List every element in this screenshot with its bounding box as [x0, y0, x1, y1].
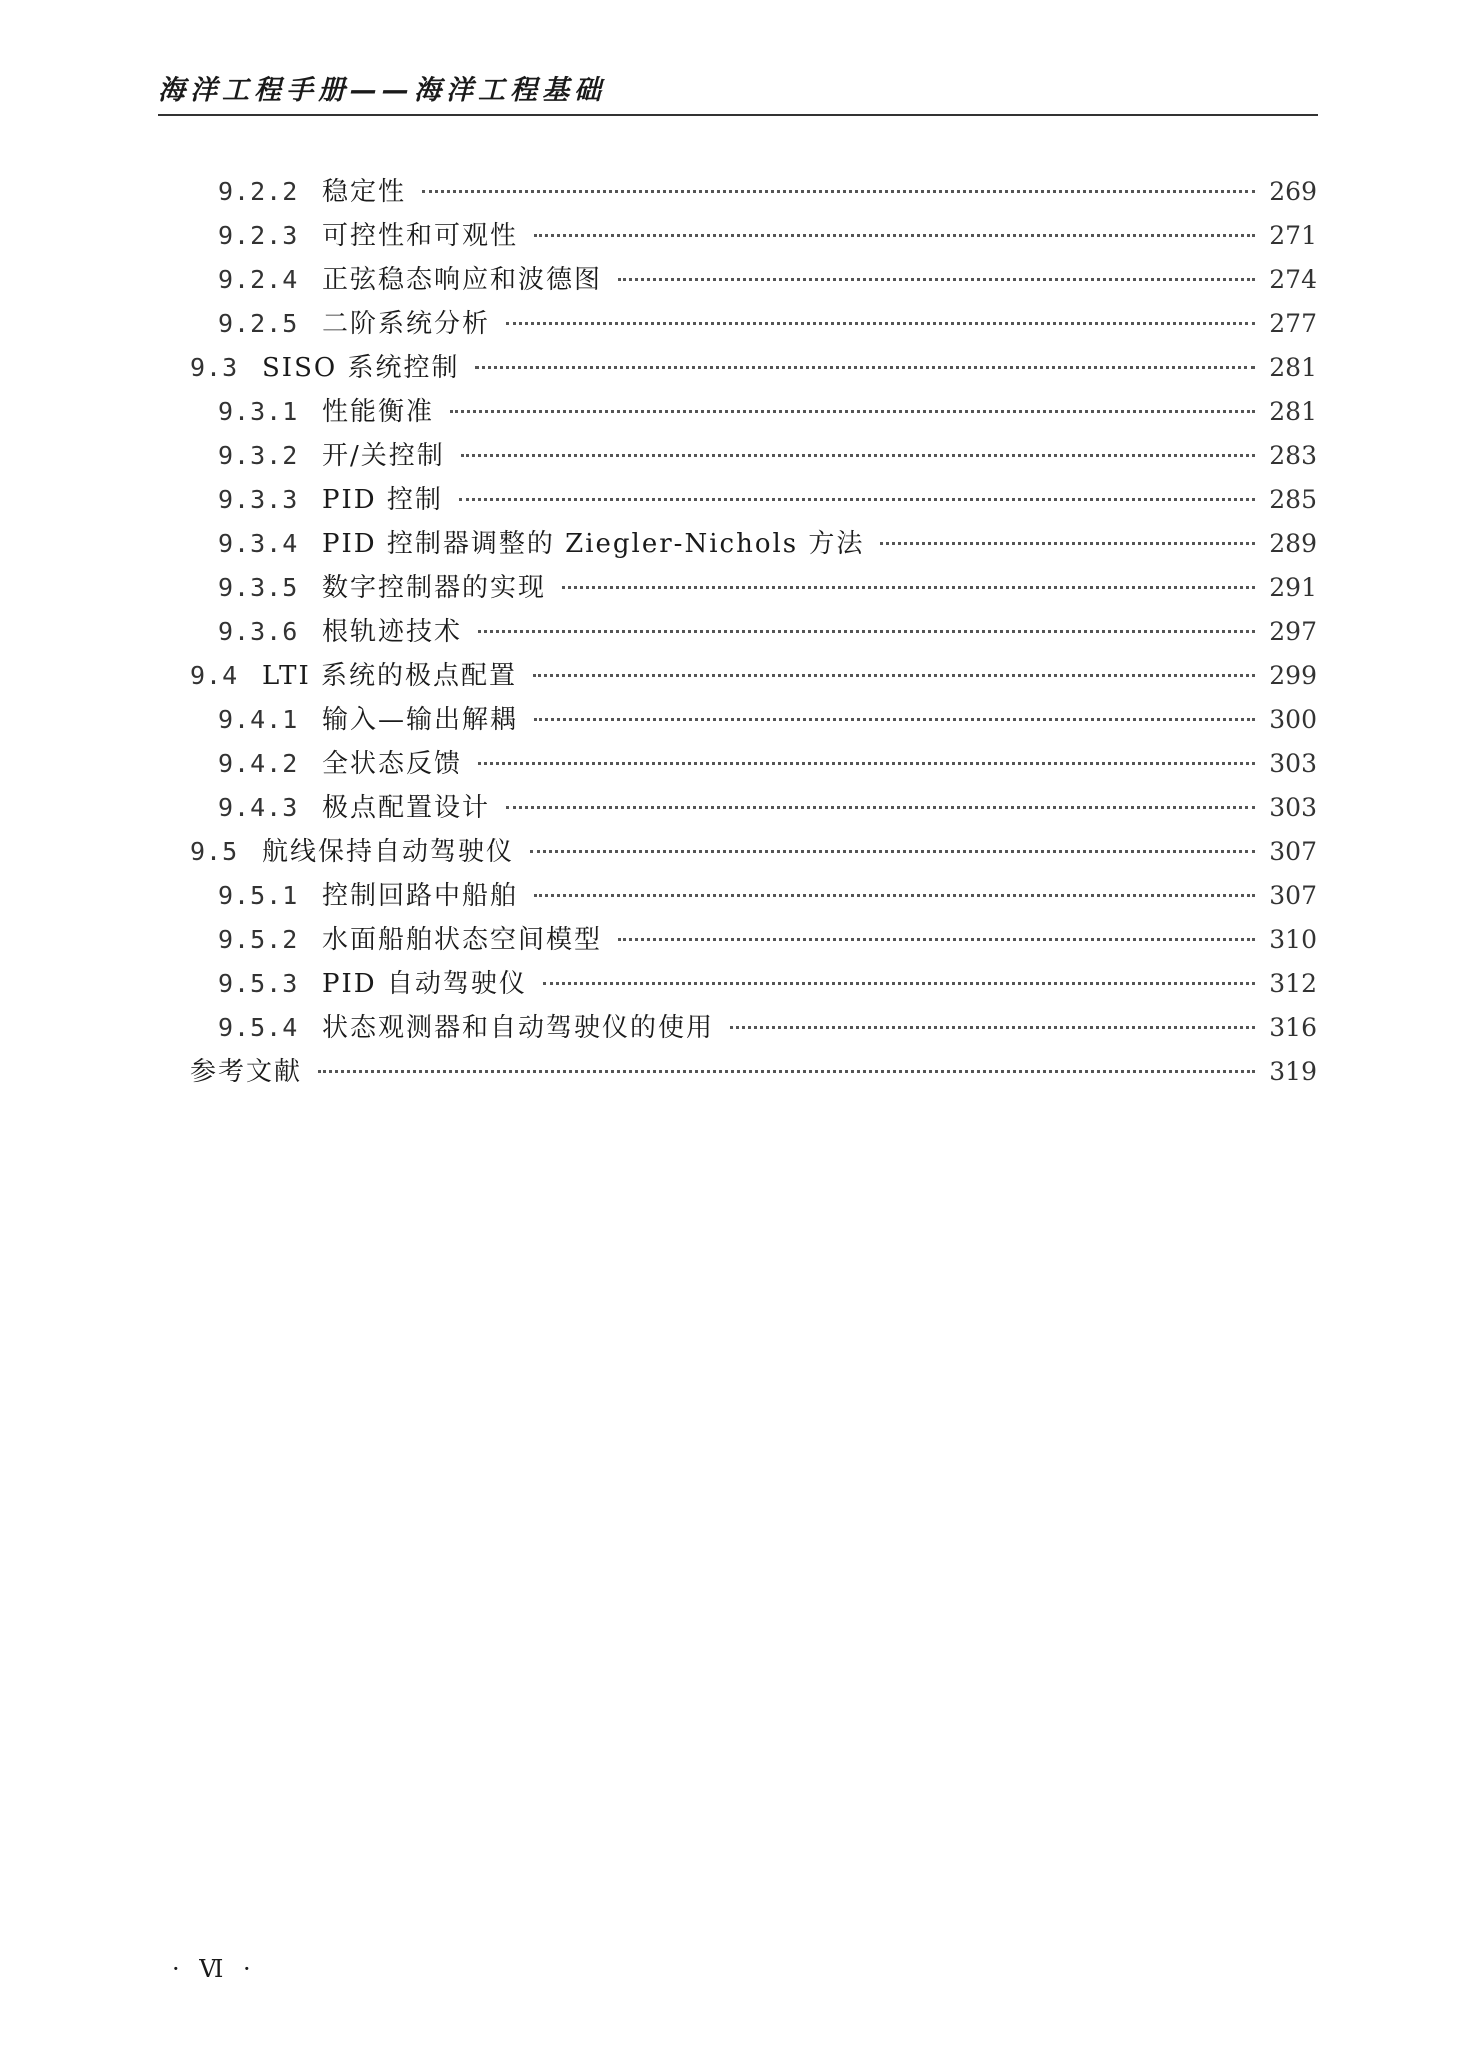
toc-entry[interactable] [218, 788, 1317, 828]
toc-dot-leader [461, 454, 1256, 457]
toc-dot-leader [533, 674, 1255, 677]
toc-entry[interactable] [218, 304, 1317, 344]
toc-entry-number: 9.3.3 [218, 485, 299, 514]
toc-entry-page: 297 [1269, 617, 1317, 646]
toc-entry[interactable] [218, 700, 1317, 740]
toc-entry-title: SISO 系统控制 [262, 353, 460, 383]
toc-entry-number: 9.2.4 [218, 265, 299, 294]
toc-entry-number: 9.2.2 [218, 177, 299, 206]
toc-entry[interactable] [190, 832, 1317, 872]
toc-entry-title: 航线保持自动驾驶仪 [262, 837, 515, 867]
toc-entry-page: 303 [1269, 793, 1317, 822]
toc-dot-leader [562, 586, 1255, 589]
toc-dot-leader [478, 630, 1255, 633]
toc-entry[interactable] [218, 260, 1317, 300]
toc-entry[interactable] [218, 920, 1317, 960]
toc-entry-title: PID 控制 [322, 485, 443, 515]
toc-entry-title: 参考文献 [190, 1057, 303, 1087]
toc-entry[interactable] [218, 480, 1317, 520]
toc-dot-leader [478, 762, 1255, 765]
toc-entry-number: 9.3.2 [218, 441, 299, 470]
toc-entry-page: 277 [1269, 309, 1317, 338]
toc-entry-page: 281 [1269, 353, 1317, 382]
toc-entry-number: 9.2.5 [218, 309, 299, 338]
toc-entry[interactable] [218, 876, 1317, 916]
toc-dot-leader [506, 322, 1255, 325]
toc-entry[interactable] [218, 964, 1317, 1004]
toc-entry-title: 可控性和可观性 [322, 221, 519, 251]
toc-entry-page: 289 [1269, 529, 1317, 558]
toc-entry-number: 9.3 [190, 353, 239, 382]
toc-entry-page: 285 [1269, 485, 1317, 514]
running-header: 海洋工程手册——海洋工程基础 [158, 75, 606, 106]
toc-dot-leader [475, 366, 1255, 369]
header-rule [158, 114, 1318, 116]
toc-entry-title: 开/关控制 [322, 441, 445, 471]
toc-entry-page: 303 [1269, 749, 1317, 778]
toc-entry-title: 二阶系统分析 [322, 309, 491, 339]
toc-entry-page: 269 [1269, 177, 1317, 206]
toc-entry-number: 9.4.2 [218, 749, 299, 778]
toc-dot-leader [506, 806, 1255, 809]
toc-entry[interactable] [218, 436, 1317, 476]
toc-dot-leader [459, 498, 1255, 501]
toc-entry-page: 274 [1269, 265, 1317, 294]
toc-entry-number: 9.3.6 [218, 617, 299, 646]
toc-dot-leader [543, 982, 1255, 985]
toc-dot-leader [530, 850, 1255, 853]
page-number: · Ⅵ · [172, 1955, 257, 1983]
toc-dot-leader [450, 410, 1255, 413]
toc-entry-title: 水面船舶状态空间模型 [322, 925, 603, 955]
toc-entry-page: 283 [1269, 441, 1317, 470]
toc-entry-number: 9.3.4 [218, 529, 299, 558]
toc-entry-page: 281 [1269, 397, 1317, 426]
toc-entry-number: 9.3.5 [218, 573, 299, 602]
toc-entry-title: 输入—输出解耦 [322, 705, 519, 735]
toc-entry[interactable] [218, 216, 1317, 256]
toc-entry[interactable] [218, 744, 1317, 784]
toc-entry-number: 9.5.2 [218, 925, 299, 954]
toc-entry-page: 291 [1269, 573, 1317, 602]
toc-entry-number: 9.2.3 [218, 221, 299, 250]
toc-entry-number: 9.5.3 [218, 969, 299, 998]
toc-entry-number: 9.4.1 [218, 705, 299, 734]
toc-entry[interactable] [218, 568, 1317, 608]
toc-entry-page: 299 [1269, 661, 1317, 690]
toc-dot-leader [534, 234, 1255, 237]
toc-entry[interactable] [218, 612, 1317, 652]
toc-entry-page: 312 [1269, 969, 1317, 998]
toc-entry[interactable] [190, 656, 1317, 696]
toc-entry-title: PID 自动驾驶仪 [322, 969, 527, 999]
toc-entry[interactable] [190, 1052, 1317, 1092]
toc-entry-page: 271 [1269, 221, 1317, 250]
toc-entry-page: 310 [1269, 925, 1317, 954]
toc-dot-leader [534, 894, 1255, 897]
toc-entry-number: 9.5.4 [218, 1013, 299, 1042]
toc-entry-number: 9.3.1 [218, 397, 299, 426]
toc-dot-leader [422, 190, 1255, 193]
toc-entry-page: 319 [1269, 1057, 1317, 1086]
toc-entry-number: 9.4.3 [218, 793, 299, 822]
toc-entry-title: 根轨迹技术 [322, 617, 463, 647]
toc-entry-number: 9.5 [190, 837, 239, 866]
toc-entry-number: 9.5.1 [218, 881, 299, 910]
toc-dot-leader [618, 938, 1255, 941]
toc-entry[interactable] [218, 172, 1317, 212]
toc-entry-title: 正弦稳态响应和波德图 [322, 265, 603, 295]
toc-entry-title: 数字控制器的实现 [322, 573, 547, 603]
toc-entry-title: 状态观测器和自动驾驶仪的使用 [322, 1013, 715, 1043]
toc-entry-title: LTI 系统的极点配置 [262, 661, 518, 691]
toc-dot-leader [618, 278, 1255, 281]
toc-entry-title: 性能衡准 [322, 397, 435, 427]
toc-entry-title: 全状态反馈 [322, 749, 463, 779]
toc-entry-page: 307 [1269, 837, 1317, 866]
toc-entry[interactable] [190, 348, 1317, 388]
toc-entry-title: PID 控制器调整的 Ziegler-Nichols 方法 [322, 529, 865, 559]
toc-entry-title: 极点配置设计 [322, 793, 491, 823]
toc-dot-leader [534, 718, 1255, 721]
toc-entry-page: 300 [1269, 705, 1317, 734]
toc-entry-page: 307 [1269, 881, 1317, 910]
toc-dot-leader [730, 1026, 1255, 1029]
toc-entry-number: 9.4 [190, 661, 239, 690]
toc-entry-title: 控制回路中船舶 [322, 881, 519, 911]
toc-dot-leader [880, 542, 1255, 545]
toc-dot-leader [318, 1070, 1255, 1073]
toc-entry[interactable] [218, 1008, 1317, 1048]
toc-entry[interactable] [218, 392, 1317, 432]
toc-entry-title: 稳定性 [322, 177, 407, 207]
toc-entry[interactable] [218, 524, 1317, 564]
toc-entry-page: 316 [1269, 1013, 1317, 1042]
